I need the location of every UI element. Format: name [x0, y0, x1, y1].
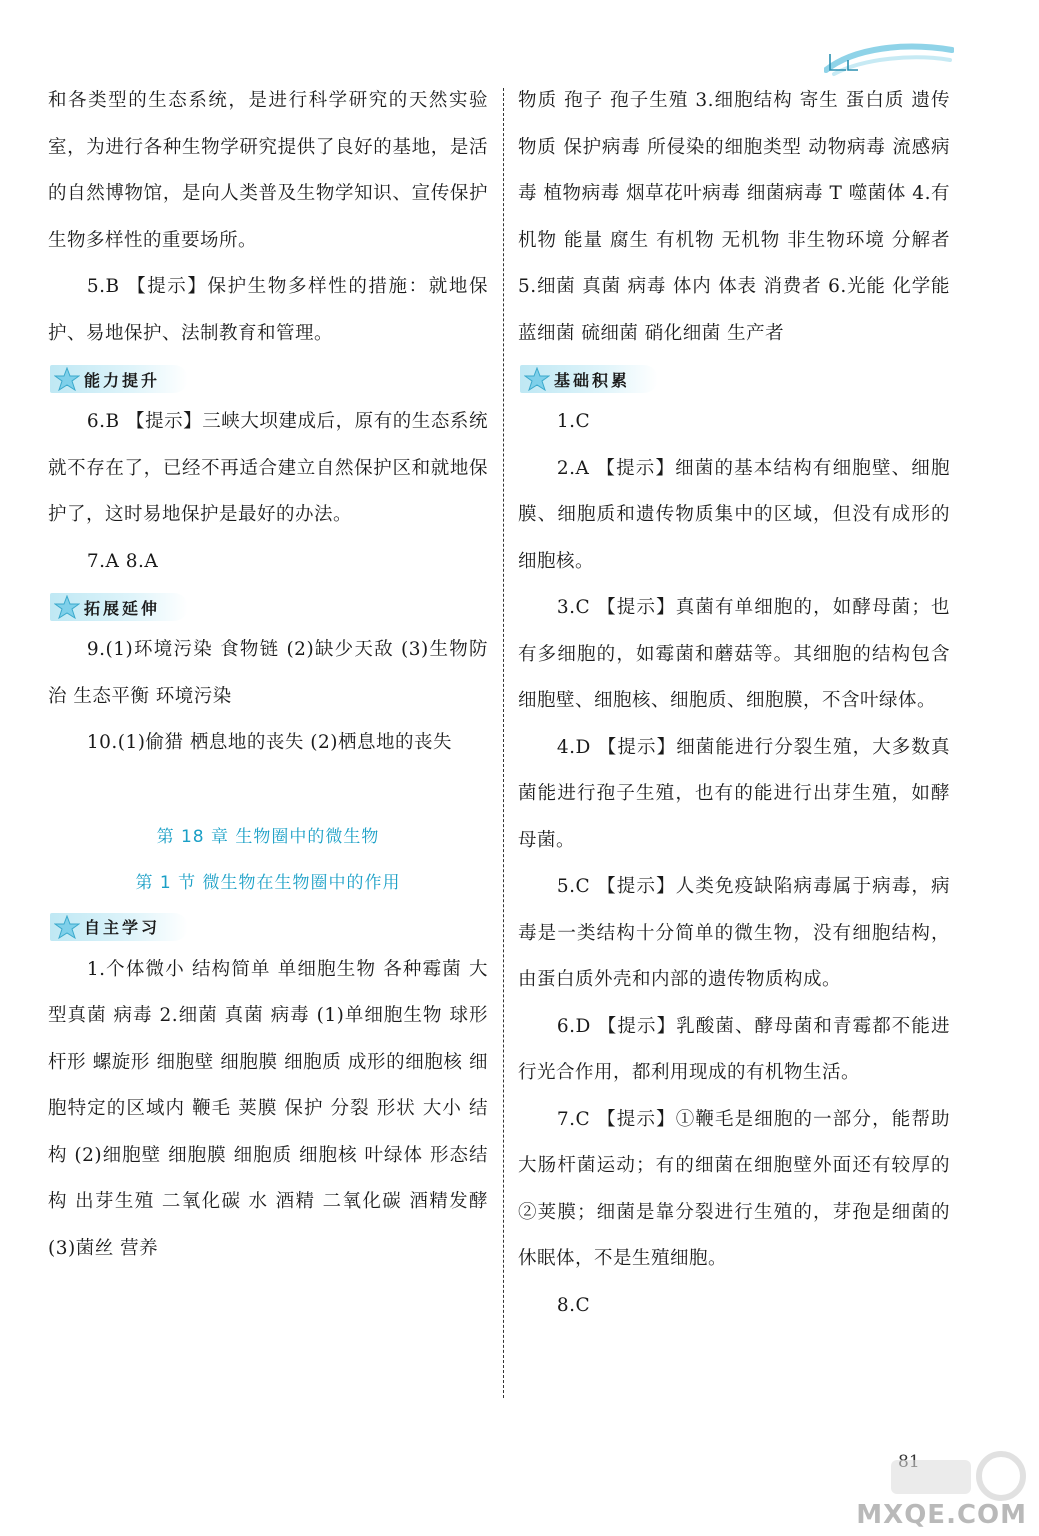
answer-1: 1.C — [556, 411, 591, 432]
self-study-answers: 1.个体微小 结构简单 单细胞生物 各种霉菌 大型真菌 病毒 2.细菌 真菌 病毒 (1)单细胞生物 球形 杆形 螺旋形 细胞壁 细胞膜 细胞质 成形的细胞核 细胞特定的区域内 鞭毛 荚膜 保护 分裂 形状 大小 结构 (2)细胞壁 细胞膜 细胞质 细胞核 叶绿体 形态结构 出芽生殖 二氧化碳 水 酒精 二氧化碳 酒精发酵 (3)菌丝 营养 — [48, 958, 488, 1259]
answer-5: 5.B 【提示】保护生物多样性的措施：就地保护、易地保护、法制教育和管理。 — [48, 276, 488, 344]
answer-4: 4.D 【提示】细菌能进行分裂生殖，大多数真菌能进行孢子生殖，也有的能进行出芽生殖，如酵母菌。 — [518, 736, 950, 851]
watermark-text: MXQE.COM — [856, 1500, 1027, 1530]
answer-2: 2.A 【提示】细菌的基本结构有细胞壁、细胞膜、细胞质和遗传物质集中的区域，但没有成形的细胞核。 — [518, 457, 950, 572]
self-study-answers-cont: 物质 孢子 孢子生殖 3.细胞结构 寄生 蛋白质 遗传物质 保护病毒 所侵染的细胞类型 动物病毒 流感病毒 植物病毒 烟草花叶病毒 细菌病毒 T 噬菌体 4.有机物 能量 腐生 有机物 无机物 非生物环境 分解者 5.细菌 真菌 病毒 体内 体表 消费者 6.光能 化学能 蓝细菌 硫细菌 硝化细菌 生产者 — [518, 90, 950, 344]
right-column — [518, 78, 950, 1329]
answer-3: 3.C 【提示】真菌有单细胞的，如酵母菌；也有多细胞的，如霉菌和蘑菇等。其细胞的结构包含细胞壁、细胞核、细胞质、细胞膜，不含叶绿体。 — [518, 597, 950, 711]
answer-5: 5.C 【提示】人类免疫缺陷病毒属于病毒，病毒是一类结构十分简单的微生物，没有细胞结构，由蛋白质外壳和内部的遗传物质构成。 — [518, 876, 950, 990]
answer-7-8: 7.A 8.A — [86, 550, 159, 572]
answer-10: 10.(1)偷猎 栖息地的丧失 (2)栖息地的丧失 — [86, 732, 452, 753]
section-header-ability: 能力提升 — [50, 365, 188, 393]
star-icon — [520, 365, 554, 393]
column-divider — [503, 88, 504, 1398]
answer-8: 8.C — [556, 1294, 591, 1316]
answer-6: 6.B 【提示】三峡大坝建成后，原有的生态系统就不存在了，已经不再适合建立自然保护区和就地保护了，这时易地保护是最好的办法。 — [48, 411, 488, 525]
section-title: 第 1 节 微生物在生物圈中的作用 — [135, 872, 401, 893]
answer-7: 7.C 【提示】①鞭毛是细胞的一部分，能帮助大肠杆菌运动；有的细菌在细胞壁外面还有较厚的②荚膜；细菌是靠分裂进行生殖的，芽孢是细菌的休眠体，不是生殖细胞。 — [518, 1108, 950, 1269]
section-header-self-study: 自主学习 — [50, 913, 188, 941]
left-column — [48, 78, 488, 1272]
section-header-extension: 拓展延伸 — [50, 593, 188, 621]
section-header-basic: 基础积累 — [520, 365, 658, 393]
paragraph: 和各类型的生态系统，是进行科学研究的天然实验室，为进行各种生物学研究提供了良好的基地，是活的自然博物馆，是向人类普及生物学知识、宣传保护生物多样性的重要场所。 — [48, 90, 488, 251]
star-icon — [50, 913, 84, 941]
header-swoosh-icon — [824, 40, 954, 78]
star-icon — [50, 365, 84, 393]
answer-9: 9.(1)环境污染 食物链 (2)缺少天敌 (3)生物防治 生态平衡 环境污染 — [48, 639, 488, 707]
answer-6: 6.D 【提示】乳酸菌、酵母菌和青霉都不能进行光合作用，都利用现成的有机物生活。 — [518, 1015, 950, 1083]
star-icon — [50, 593, 84, 621]
chapter-title: 第 18 章 生物圈中的微生物 — [156, 826, 380, 847]
